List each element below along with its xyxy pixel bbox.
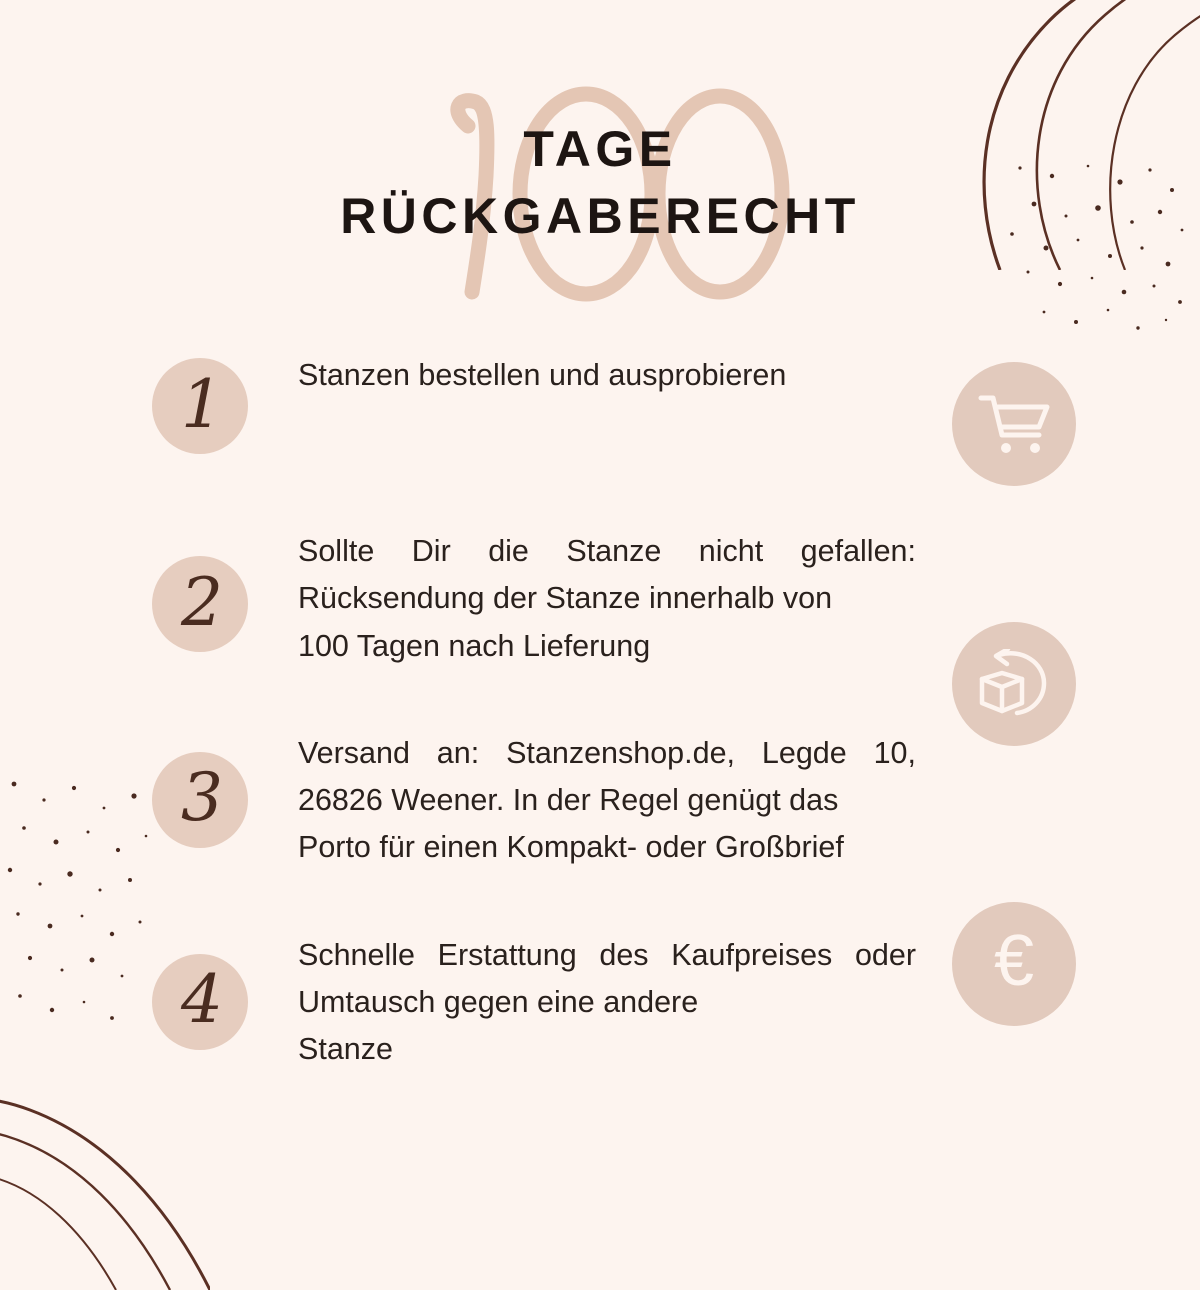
step-text-body: Schnelle Erstattung des Kaufpreises oder Umtausch gegen eine andere <box>298 937 916 1019</box>
headline-line-1: TAGE <box>523 121 677 177</box>
return-parcel-icon <box>976 649 1052 719</box>
step-text-last-line: Porto für einen Kompakt- oder Großbrief <box>298 830 844 865</box>
step-text-3 <box>298 730 916 872</box>
step-badge-2 <box>152 556 248 652</box>
step-text-4 <box>298 932 916 1074</box>
step-text-2 <box>298 528 916 670</box>
euro-currency-icon: € <box>993 921 1035 1001</box>
step-number: 2 <box>181 563 223 641</box>
page-title <box>0 116 1200 249</box>
step-text-body: Sollte Dir die Stanze nicht gefallen: Rücksendung der Stanze innerhalb von <box>298 534 916 616</box>
step-text-last-line: Stanze <box>298 1032 393 1067</box>
shopping-cart-badge <box>952 362 1076 486</box>
step-text-body: Versand an: Stanzenshop.de, Legde 10, 26826 Weener. In der Regel genügt das <box>298 735 916 818</box>
headline-block <box>0 52 1200 322</box>
list-item <box>0 730 1200 872</box>
shopping-cart-icon <box>977 391 1051 457</box>
euro-currency-badge <box>952 902 1076 1026</box>
headline-line-2: RÜCKGABERECHT <box>340 187 860 244</box>
step-badge-1 <box>152 358 248 454</box>
step-text-last-line: 100 Tagen nach Lieferung <box>298 628 651 663</box>
step-badge-3 <box>152 752 248 848</box>
step-text-1: Stanzen bestellen und ausprobieren <box>298 358 787 392</box>
return-parcel-badge <box>952 622 1076 746</box>
step-number: 1 <box>181 365 223 443</box>
step-badge-4 <box>152 954 248 1050</box>
step-number: 3 <box>181 759 223 837</box>
step-number: 4 <box>181 961 223 1039</box>
